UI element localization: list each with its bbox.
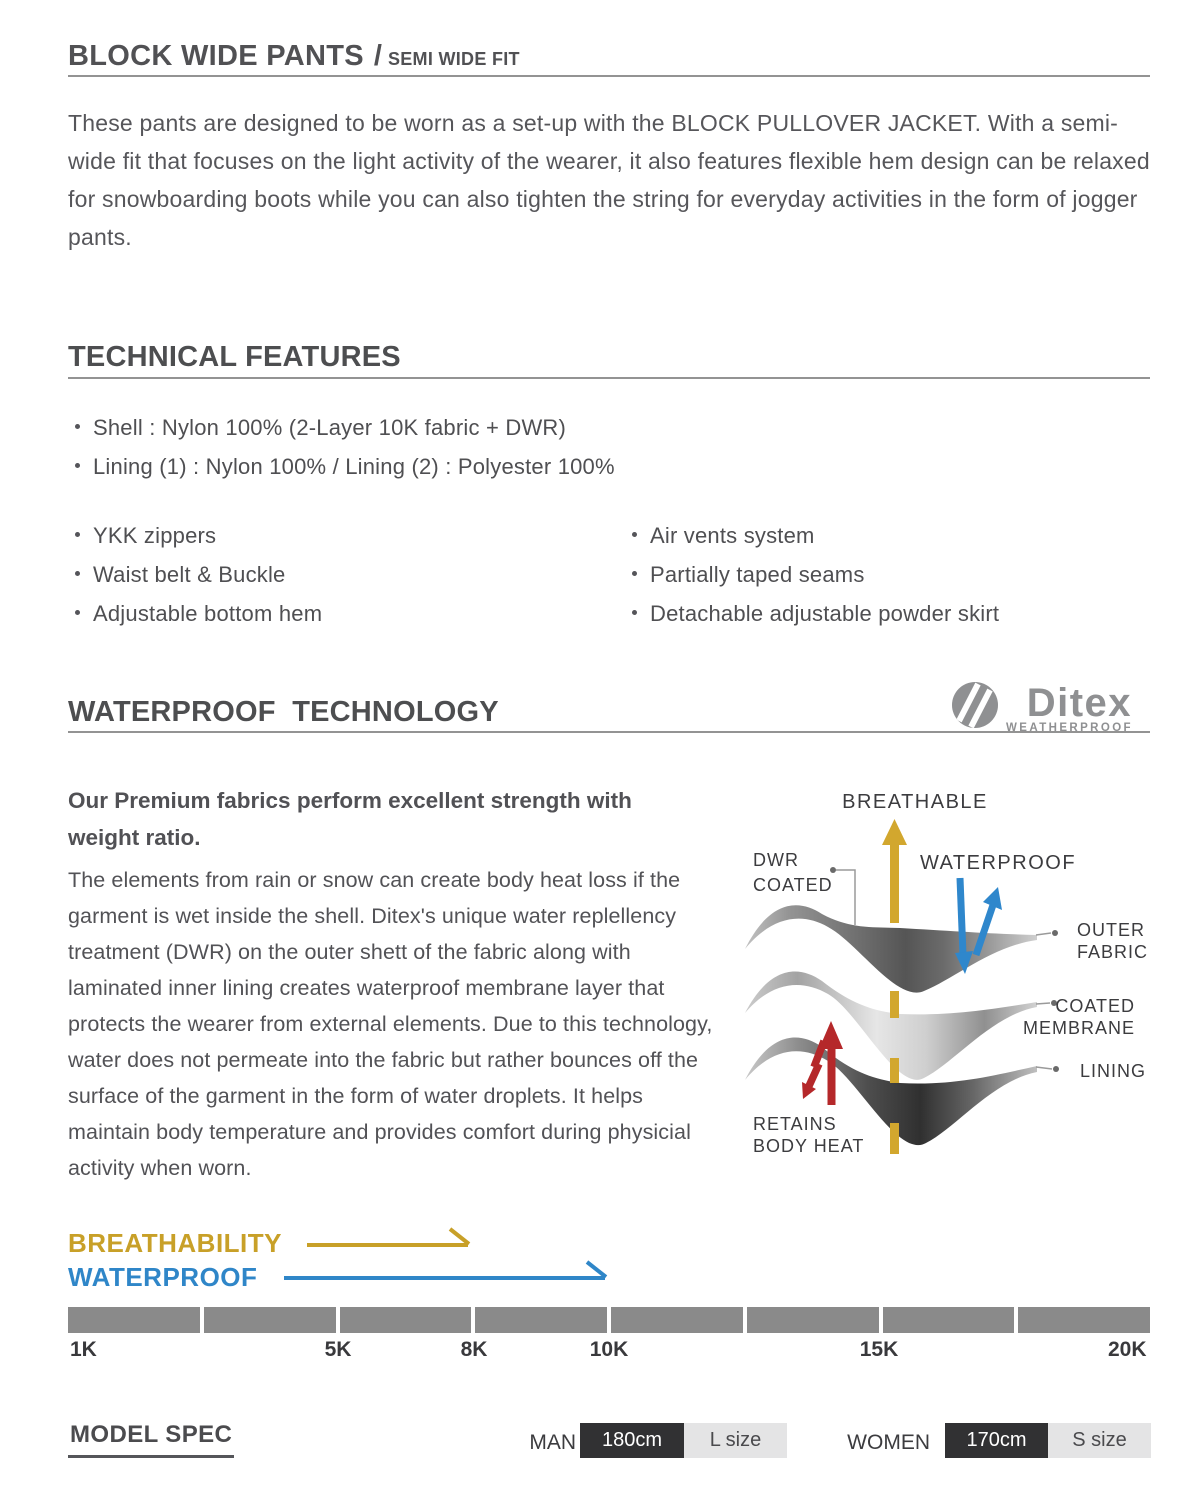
- waterproof-perf-label: WATERPROOF: [68, 1262, 258, 1292]
- breathable-label: BREATHABLE: [842, 791, 988, 813]
- scale-tick-5k: 5K: [324, 1338, 352, 1361]
- scale-tick-15k: 15K: [859, 1338, 899, 1361]
- scale-tick-20k: 20K: [1108, 1338, 1147, 1361]
- waterproof-arrow-line: [284, 1262, 606, 1278]
- man-size-badge: L size: [684, 1423, 787, 1458]
- material-shell: Shell : Nylon 100% (2-Layer 10K fabric + DWR): [93, 415, 567, 440]
- waterproof-label: WATERPROOF: [919, 852, 1077, 874]
- rating-scale-bar: [68, 1307, 1150, 1333]
- fabric-lead-text: Our Premium fabrics perform excellent strength with weight ratio.: [68, 788, 632, 850]
- coated-membrane-label-line2: MEMBRANE: [1022, 1018, 1135, 1038]
- page-title: [68, 40, 520, 73]
- bullet-icon: [632, 571, 637, 576]
- ditex-logo: [946, 679, 1151, 735]
- dwr-coated-label-line1: DWR: [753, 850, 799, 870]
- features-column-right: [632, 516, 1152, 633]
- bullet-icon: [75, 610, 80, 615]
- technical-features-rule: [68, 377, 1150, 379]
- bullet-icon: [75, 463, 80, 468]
- women-label: WOMEN: [847, 1431, 930, 1454]
- performance-arrows: [68, 1222, 688, 1296]
- feature-bottom-hem: Adjustable bottom hem: [93, 601, 323, 626]
- coated-membrane-label-line1: COATED: [1055, 996, 1135, 1016]
- women-size-badge: S size: [1048, 1423, 1151, 1458]
- scale-segment: [1018, 1307, 1150, 1333]
- scale-segment: [204, 1307, 336, 1333]
- materials-list: [75, 408, 615, 486]
- features-column-left: [75, 516, 555, 633]
- list-item: [632, 516, 1152, 555]
- list-item: [75, 447, 615, 486]
- outer-fabric-label-line2: FABRIC: [1077, 942, 1149, 962]
- scale-tick-1k: 1K: [70, 1338, 97, 1361]
- man-height-badge: 180cm: [580, 1423, 684, 1458]
- title-rule: [68, 75, 1150, 77]
- title-separator: /: [373, 40, 382, 72]
- list-item: [75, 516, 555, 555]
- list-item: [632, 555, 1152, 594]
- bullet-icon: [75, 532, 80, 537]
- feature-waist-belt: Waist belt & Buckle: [93, 562, 286, 587]
- fit-label: SEMI WIDE FIT: [387, 49, 520, 69]
- scale-segment: [475, 1307, 607, 1333]
- fabric-body-text: The elements from rain or snow can create body heat loss if the garment is wet inside the shell. Ditex's unique water replellency treatment (DWR) on the outer shett of the fabric along with laminated inner lining creates waterproof membrane layer that protects the wearer from external elements. Due to this technology, water does not permeate into the fabric but rather bounces off the surface of the garment in the form of water droplets. It helps maintain body temperature and provides comfort during physicial activity when worn.: [68, 868, 713, 1180]
- retains-body-heat-label-line1: RETAINS: [753, 1114, 837, 1134]
- scale-segment: [883, 1307, 1015, 1333]
- feature-taped-seams: Partially taped seams: [650, 562, 865, 587]
- fabric-layers-diagram: [730, 783, 1170, 1183]
- model-spec-heading: MODEL SPEC: [68, 1421, 234, 1458]
- technical-features-heading: TECHNICAL FEATURES: [68, 341, 401, 373]
- scale-tick-10k: 10K: [589, 1338, 629, 1361]
- waterproof-technology-heading: WATERPROOF TECHNOLOGY: [68, 696, 499, 728]
- scale-tick-8k: 8K: [460, 1338, 488, 1361]
- list-item: [75, 594, 555, 633]
- list-item: [75, 555, 555, 594]
- lining-label: LINING: [1080, 1061, 1147, 1081]
- retains-body-heat-label-line2: BODY HEAT: [753, 1136, 865, 1156]
- feature-air-vents: Air vents system: [650, 523, 815, 548]
- ditex-tagline-text: WEATHERPROOF: [1006, 722, 1133, 734]
- bullet-icon: [632, 610, 637, 615]
- dwr-coated-label-line2: COATED: [753, 875, 833, 895]
- list-item: [632, 594, 1152, 633]
- product-description: These pants are designed to be worn as a set-up with the BLOCK PULLOVER JACKET. With a semi-wide fit that focuses on the light activity of the wearer, it also features flexible hem design can be relaxed for snowboarding boots while you can also tighten the string for everyday activities in the form of jogger pants.: [68, 110, 1150, 250]
- breathability-arrow: [307, 1229, 469, 1245]
- scale-segment: [611, 1307, 743, 1333]
- ditex-brand-text: Ditex: [1026, 681, 1132, 725]
- product-name: BLOCK WIDE PANTS: [68, 40, 364, 72]
- feature-zippers: YKK zippers: [93, 523, 217, 548]
- list-item: [75, 408, 615, 447]
- scale-segment: [68, 1307, 200, 1333]
- bullet-icon: [75, 424, 80, 429]
- bullet-icon: [75, 571, 80, 576]
- man-label: MAN: [529, 1431, 576, 1454]
- breathability-label: BREATHABILITY: [68, 1228, 283, 1258]
- outer-fabric-label-line1: OUTER: [1077, 920, 1145, 940]
- material-lining: Lining (1) : Nylon 100% / Lining (2) : Polyester 100%: [93, 454, 615, 479]
- scale-segment: [747, 1307, 879, 1333]
- women-height-badge: 170cm: [945, 1423, 1048, 1458]
- bullet-icon: [632, 532, 637, 537]
- scale-segment: [340, 1307, 472, 1333]
- feature-powder-skirt: Detachable adjustable powder skirt: [650, 601, 1000, 626]
